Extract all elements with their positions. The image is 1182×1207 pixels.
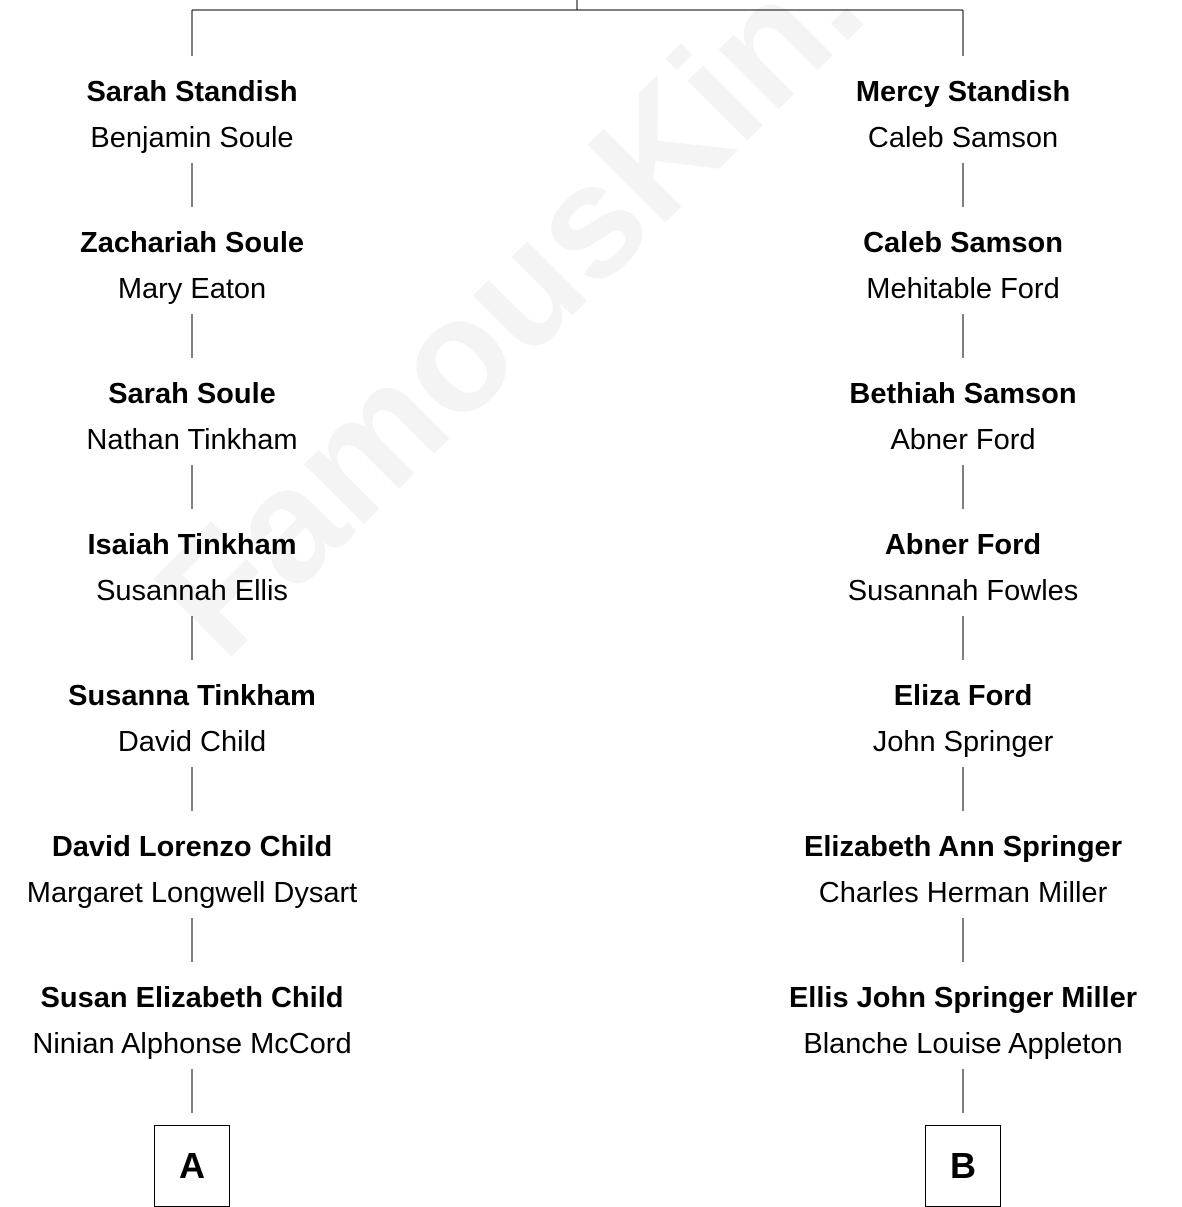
ancestor-name: Susanna Tinkham xyxy=(68,680,316,712)
descendant-box-a xyxy=(154,1125,230,1207)
ancestor-name: Zachariah Soule xyxy=(79,227,305,259)
spouse-name: John Springer xyxy=(872,726,1054,758)
spouse-name: Susannah Ellis xyxy=(96,575,288,607)
spouse-name: Blanche Louise Appleton xyxy=(803,1028,1123,1060)
ancestor-name: Abner Ford xyxy=(884,529,1042,561)
ancestor-name: Mercy Standish xyxy=(855,76,1071,108)
descendant-box-b xyxy=(925,1125,1001,1207)
box-label-a: A xyxy=(179,1145,205,1186)
box-label-b: B xyxy=(950,1145,976,1186)
spouse-name: Margaret Longwell Dysart xyxy=(26,877,358,909)
spouse-name: Abner Ford xyxy=(890,424,1036,456)
spouse-name: Susannah Fowles xyxy=(847,575,1079,607)
ancestor-name: Ellis John Springer Miller xyxy=(788,982,1138,1014)
ancestor-name: Caleb Samson xyxy=(863,227,1063,259)
spouse-name: David Child xyxy=(117,726,267,758)
ancestor-name: Sarah Soule xyxy=(108,378,276,410)
spouse-name: Nathan Tinkham xyxy=(86,424,298,456)
ancestor-name: Bethiah Samson xyxy=(849,378,1077,410)
ancestor-name: Eliza Ford xyxy=(893,680,1033,712)
spouse-name: Charles Herman Miller xyxy=(818,877,1108,909)
spouse-name: Ninian Alphonse McCord xyxy=(32,1028,352,1060)
spouse-name: Caleb Samson xyxy=(867,122,1059,154)
ancestor-name: Elizabeth Ann Springer xyxy=(804,831,1122,863)
spouse-name: Benjamin Soule xyxy=(90,122,294,154)
ancestor-name: David Lorenzo Child xyxy=(51,831,333,863)
spouse-name: Mehitable Ford xyxy=(866,273,1060,305)
ancestor-name: Susan Elizabeth Child xyxy=(40,982,344,1014)
spouse-name: Mary Eaton xyxy=(117,273,267,305)
ancestor-name: Sarah Standish xyxy=(86,76,298,108)
ancestor-name: Isaiah Tinkham xyxy=(87,529,297,561)
